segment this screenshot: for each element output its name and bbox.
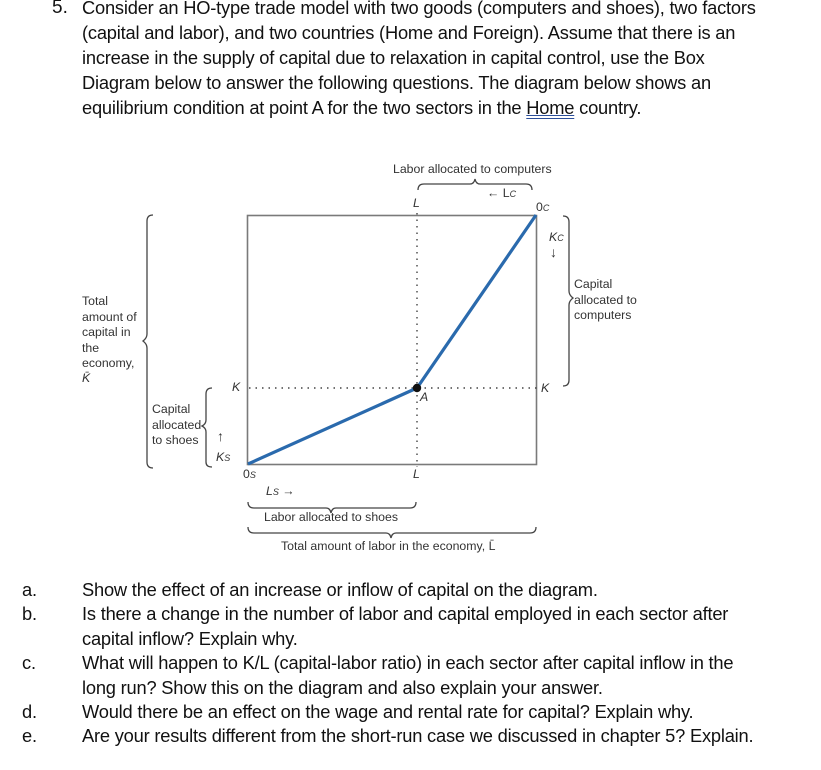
sub-question-text: Would there be an effect on the wage and rental rate for capital? Explain why. <box>82 701 694 722</box>
ks-text: K <box>216 450 225 464</box>
sub-question-letter: c. <box>22 652 36 673</box>
capital-shoes-line-2: allocated <box>152 417 202 432</box>
os-text: 0 <box>243 467 250 481</box>
ls-subscript: S <box>272 487 279 497</box>
total-capital-line-1: Total <box>82 294 108 308</box>
sub-question-letter: d. <box>22 701 37 722</box>
total-capital-line-3: capital in <box>82 325 131 339</box>
label-total-capital <box>82 294 144 384</box>
label-os <box>243 467 256 484</box>
label-labor-shoes: Labor allocated to shoes <box>264 510 398 524</box>
os-subscript: S <box>249 470 256 480</box>
kc-text: K <box>549 230 558 244</box>
label-lc <box>487 186 516 203</box>
kc-subscript: C <box>557 233 564 243</box>
sub-question-text: Show the effect of an increase or inflow of capital on the diagram. <box>82 579 598 600</box>
label-ks <box>216 450 230 467</box>
top-l-text: L <box>413 196 420 210</box>
total-capital-kbar <box>82 372 144 384</box>
point-a-text: A <box>420 390 429 404</box>
label-point-a <box>420 390 428 406</box>
ks-up-arrow-icon: ↑ <box>217 428 224 444</box>
right-brace <box>563 216 573 386</box>
box-diagram <box>0 150 821 570</box>
sub-question-text: Is there a change in the number of labor and capital employed in each sector after capital inflow? Explain why. <box>82 603 729 649</box>
allocation-box <box>248 216 537 465</box>
total-capital-line-4: the <box>82 340 100 355</box>
sub-question-letter: b. <box>22 603 37 624</box>
label-labor-computers: Labor allocated to computers <box>393 162 552 176</box>
label-bottom-l <box>413 467 420 483</box>
ls-text: L <box>266 484 273 498</box>
question-text-part-1: Consider an HO-type trade model with two goods (computers and shoes), two factors (capital and labor), and two countries (Home and Foreign). Assume that there is an increase in the supply of capital due to relaxation in capital control, use the Box Diagram below to answer the following questions. The diagram below shows an equilibrium condition at point A for the two sectors in the <box>82 0 756 118</box>
ks-subscript: S <box>224 453 231 463</box>
oc-text: 0 <box>536 200 543 214</box>
question-text-part-2: country. <box>574 97 642 118</box>
capital-shoes-line-1: Capital <box>152 402 191 416</box>
ls-right-arrow-icon: → <box>282 484 295 498</box>
lc-text: ← L <box>487 186 510 200</box>
label-k-right <box>541 381 549 397</box>
label-top-l <box>413 196 420 212</box>
label-k-left <box>232 380 240 396</box>
home-underlined-word[interactable]: Home <box>526 97 575 118</box>
label-oc <box>536 200 549 217</box>
bottom-l-text: L <box>413 467 420 481</box>
total-capital-line-2: amount of <box>82 309 137 324</box>
k-right-text: K <box>541 381 550 395</box>
sub-question-letter: a. <box>22 579 37 600</box>
label-capital-shoes <box>152 402 208 449</box>
sub-question-text: Are your results different from the short-run case we discussed in chapter 5? Explain. <box>82 725 754 746</box>
question-text <box>82 0 762 120</box>
label-ls <box>266 484 295 501</box>
oc-subscript: C <box>542 203 550 213</box>
allocation-line <box>248 215 536 464</box>
lc-subscript: C <box>509 189 517 199</box>
capital-shoes-line-3: to shoes <box>152 433 199 447</box>
question-number: 5. <box>52 0 68 18</box>
kbar-text: K̄ <box>82 370 91 385</box>
label-total-labor: Total amount of labor in the economy, L̄ <box>281 539 496 553</box>
kc-down-arrow-icon: ↓ <box>550 244 557 260</box>
label-capital-computers: Capital allocated to computers <box>574 277 637 322</box>
total-capital-line-5: economy, <box>82 356 135 370</box>
k-left-text: K <box>232 380 241 394</box>
sub-question-letter: e. <box>22 725 37 746</box>
sub-question-text: What will happen to K/L (capital-labor ratio) in each sector after capital inflow in the long run? Show this on the diagram and also explain your answer. <box>82 652 734 698</box>
bottom-total-brace <box>248 527 536 538</box>
